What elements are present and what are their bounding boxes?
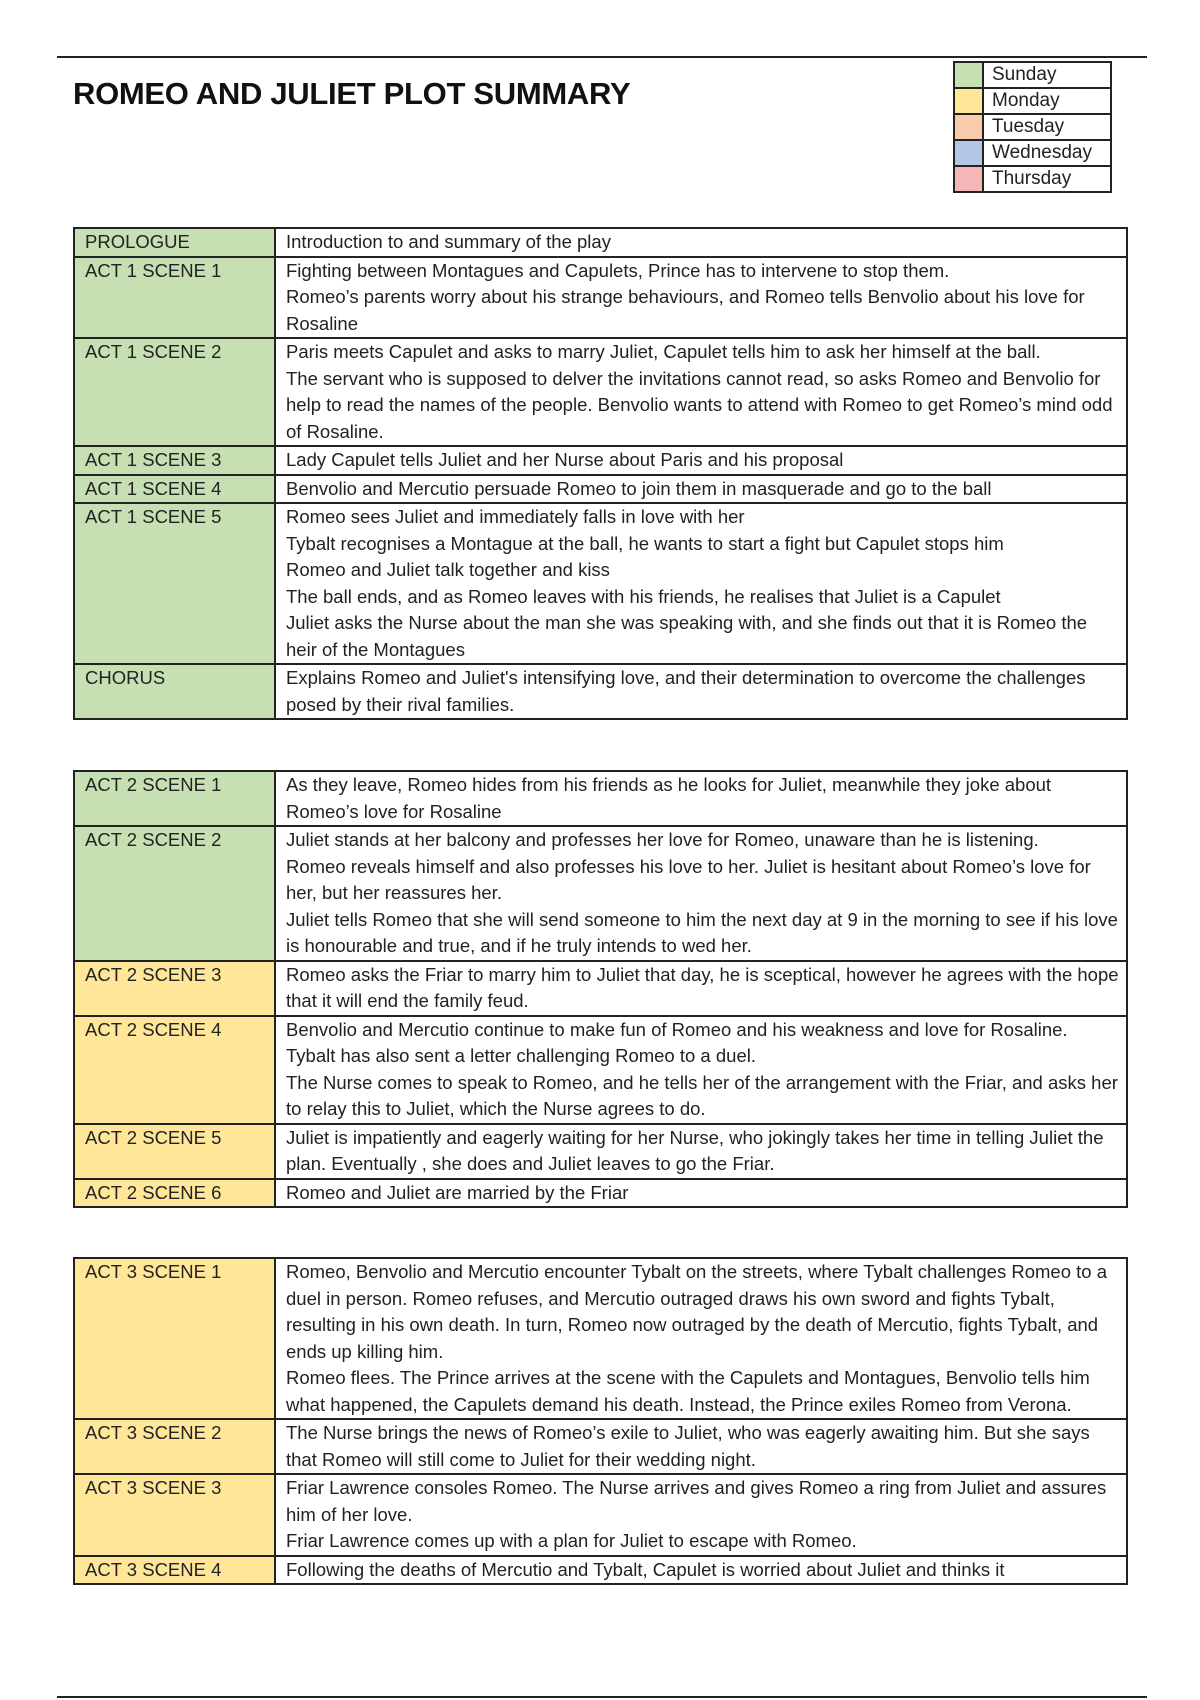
legend-row (954, 62, 1111, 88)
scene-row (74, 1016, 1127, 1124)
scene-label: ACT 2 SCENE 5 (74, 1124, 275, 1179)
scene-description (275, 1258, 1127, 1419)
description-line: The servant who is supposed to delver the invitations cannot read, so asks Romeo and Benvolio for help to read the names of the people. Benvolio wants to attend with Romeo to get Romeo’s mind odd of Rosaline. (286, 367, 1113, 442)
scene-label: ACT 2 SCENE 6 (74, 1179, 275, 1208)
scene-row (74, 1258, 1127, 1419)
scene-description (275, 1124, 1127, 1179)
description-line: Introduction to and summary of the play (286, 231, 611, 252)
description-line: Romeo, Benvolio and Mercutio encounter Tybalt on the streets, where Tybalt challenges Romeo to a duel in person. Romeo refuses, and Mercutio outraged draws his own sword and fights Tybalt, resulting in his own death. In turn, Romeo now outraged by the death of Mercutio, fights Tybalt, and ends up killing him. (286, 1261, 1107, 1362)
scene-label: ACT 2 SCENE 1 (74, 771, 275, 826)
plot-table-act-1 (73, 227, 1128, 720)
scene-description (275, 1016, 1127, 1124)
scene-label: ACT 2 SCENE 3 (74, 961, 275, 1016)
scene-label: ACT 2 SCENE 2 (74, 826, 275, 961)
scene-row (74, 826, 1127, 961)
scene-description (275, 338, 1127, 446)
scene-row (74, 961, 1127, 1016)
scene-row (74, 503, 1127, 664)
scene-row (74, 1419, 1127, 1474)
scene-row (74, 1124, 1127, 1179)
description-line: Juliet is impatiently and eagerly waiting for her Nurse, who jokingly takes her time in telling Juliet the plan. Eventually , she does and Juliet leaves to go the Friar. (286, 1126, 1104, 1174)
description-line: Paris meets Capulet and asks to marry Juliet, Capulet tells him to ask her himself at the ball. (286, 341, 1041, 362)
legend-label: Tuesday (983, 114, 1111, 140)
description-line: The Nurse brings the news of Romeo’s exile to Juliet, who was eagerly awaiting him. But she says that Romeo will still come to Juliet for their wedding night. (286, 1422, 1090, 1470)
scene-description (275, 771, 1127, 826)
scene-label: ACT 1 SCENE 4 (74, 475, 275, 504)
legend-label: Sunday (983, 62, 1111, 88)
scene-row (74, 257, 1127, 339)
scene-description (275, 664, 1127, 719)
scene-label: ACT 1 SCENE 1 (74, 257, 275, 339)
description-line: Benvolio and Mercutio persuade Romeo to join them in masquerade and go to the ball (286, 477, 992, 499)
description-line: The ball ends, and as Romeo leaves with his friends, he realises that Juliet is a Capulet (286, 585, 1001, 607)
legend-label: Monday (983, 88, 1111, 114)
day-color-legend (953, 61, 1112, 193)
legend-swatch (954, 140, 983, 166)
bottom-rule (57, 1696, 1147, 1698)
scene-label: ACT 3 SCENE 3 (74, 1474, 275, 1556)
scene-description (275, 961, 1127, 1016)
legend-swatch (954, 88, 983, 114)
scene-row (74, 228, 1127, 257)
description-line: Following the deaths of Mercutio and Tybalt, Capulet is worried about Juliet and thinks it (286, 1558, 1005, 1580)
description-line: Romeo flees. The Prince arrives at the scene with the Capulets and Montagues, Benvolio tells him what happened, the Capulets demand his death. Instead, the Prince exiles Romeo from Verona. (286, 1367, 1090, 1415)
scene-row (74, 771, 1127, 826)
legend-label: Thursday (983, 166, 1111, 192)
scene-description (275, 228, 1127, 257)
description-line: Fighting between Montagues and Capulets, Prince has to intervene to stop them. (286, 259, 950, 281)
description-line: Friar Lawrence comes up with a plan for Juliet to escape with Romeo. (286, 1530, 857, 1551)
legend-row (954, 140, 1111, 166)
legend-swatch (954, 114, 983, 140)
scene-label: ACT 1 SCENE 5 (74, 503, 275, 664)
plot-table-act-2 (73, 770, 1128, 1208)
legend-row (954, 166, 1111, 192)
description-line: Romeo and Juliet are married by the Friar (286, 1181, 629, 1203)
scene-label: PROLOGUE (74, 228, 275, 257)
scene-label: ACT 1 SCENE 3 (74, 446, 275, 475)
scene-row (74, 1556, 1127, 1585)
description-line: Lady Capulet tells Juliet and her Nurse about Paris and his proposal (286, 449, 844, 470)
scene-label: ACT 3 SCENE 2 (74, 1419, 275, 1474)
description-line: Romeo and Juliet talk together and kiss (286, 559, 610, 580)
scene-description (275, 826, 1127, 961)
description-line: Juliet tells Romeo that she will send someone to him the next day at 9 in the morning to see if his love is honourable and true, and if he truly intends to wed her. (286, 908, 1118, 956)
scene-label: ACT 1 SCENE 2 (74, 338, 275, 446)
description-line: Romeo asks the Friar to marry him to Juliet that day, he is sceptical, however he agrees with the hope that it will end the family feud. (286, 963, 1119, 1011)
description-line: Romeo’s parents worry about his strange behaviours, and Romeo tells Benvolio about his love for Rosaline (286, 286, 1085, 334)
description-line: Friar Lawrence consoles Romeo. The Nurse arrives and gives Romeo a ring from Juliet and assures him of her love. (286, 1477, 1107, 1525)
scene-description (275, 1556, 1127, 1585)
legend-label: Wednesday (983, 140, 1111, 166)
scene-description (275, 503, 1127, 664)
description-line: Romeo sees Juliet and immediately falls in love with her (286, 506, 745, 527)
description-line: Juliet asks the Nurse about the man she was speaking with, and she finds out that it is Romeo the heir of the Montagues (286, 612, 1088, 660)
scene-description (275, 257, 1127, 339)
page-title: ROMEO AND JULIET PLOT SUMMARY (73, 76, 631, 111)
scene-label: CHORUS (74, 664, 275, 719)
scene-label: ACT 3 SCENE 1 (74, 1258, 275, 1419)
description-line: The Nurse comes to speak to Romeo, and he tells her of the arrangement with the Friar, and asks her to relay this to Juliet, which the Nurse agrees to do. (286, 1071, 1118, 1119)
description-line: Juliet stands at her balcony and professes her love for Romeo, unaware than he is listening. (286, 829, 1039, 850)
description-line: Tybalt recognises a Montague at the ball, he wants to start a fight but Capulet stops him (286, 532, 1004, 554)
scene-row (74, 338, 1127, 446)
scene-row (74, 446, 1127, 475)
scene-row (74, 1474, 1127, 1556)
scene-description (275, 1474, 1127, 1556)
scene-row (74, 1179, 1127, 1208)
scene-row (74, 664, 1127, 719)
scene-description (275, 475, 1127, 504)
plot-table-act-3 (73, 1257, 1128, 1585)
scene-row (74, 475, 1127, 504)
description-line: Explains Romeo and Juliet's intensifying love, and their determination to overcome the challenges posed by their rival families. (286, 667, 1086, 715)
description-line: As they leave, Romeo hides from his friends as he looks for Juliet, meanwhile they joke about Romeo’s love for Rosaline (286, 774, 1052, 822)
scene-description (275, 446, 1127, 475)
legend-row (954, 88, 1111, 114)
scene-description (275, 1419, 1127, 1474)
top-rule (57, 56, 1147, 58)
description-line: Romeo reveals himself and also professes his love to her. Juliet is hesitant about Romeo’s love for her, but her reassures her. (286, 855, 1091, 903)
scene-description (275, 1179, 1127, 1208)
legend-swatch (954, 62, 983, 88)
legend-row (954, 114, 1111, 140)
legend-swatch (954, 166, 983, 192)
scene-label: ACT 2 SCENE 4 (74, 1016, 275, 1124)
description-line: Benvolio and Mercutio continue to make fun of Romeo and his weakness and love for Rosaline. Tybalt has also sent a letter challenging Romeo to a duel. (286, 1018, 1068, 1066)
scene-label: ACT 3 SCENE 4 (74, 1556, 275, 1585)
